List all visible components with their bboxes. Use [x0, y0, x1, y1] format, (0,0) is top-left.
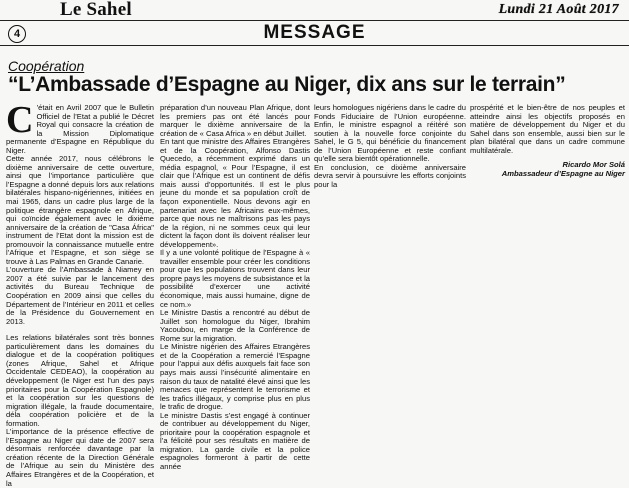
article-paragraph: leurs homologues nigériens dans le cadre du Fonds Fiduciaire de l’Union européenne. Enfin, le ministre espagnol a réitéré son soutien à la nouvelle force conjointe du Sahel, le G 5, qui bénéficie du financement de l’Union Européenne et reste confiant qu’elle sera bientôt opérationnelle.: [314, 103, 466, 164]
article-paragraph: C ’était en Avril 2007 que le Bulletin Officiel de l’Etat a publié le Décret Royal qui consacre la création de la Mission Diplomatique permanente d’Espagne en République du Niger.: [6, 99, 154, 155]
drop-cap: C: [6, 99, 34, 141]
article-paragraph: En tant que ministre des Affaires Etrangères et de la Coopération, Alfonso Dastis Quecedo, a récemment exprimé dans un média espagnol, « Pour l’Espagne, il est clair que l’Afrique est un continent de défis mais aussi d’opportunités. Il est le plus jeune du monde et sa population croît de façon exponentielle. Nous devons agir en partenariat avec les Africains eux-mêmes, parce que nous ne maîtrisons pas les pays de la région, ni ne sommes ceux qui leur dictent la façon dont ils doivent réaliser leur développement».: [160, 137, 310, 249]
article-paragraph: Les relations bilatérales sont très bonnes particulièrement dans les domaines du dialogue et de la coopération politiques (zones Afrique, Sahel et Afrique Occidentale CEDEAO), la coopération au développement (le Niger est l’un des pays prioritaires pour la Coopération Espagnole) et la coopération sur les questions de migration illégale, la fraude documentaire, déla coopération policière et de la formation.: [6, 333, 154, 428]
article-kicker: Coopération: [8, 58, 85, 74]
signature-name: Ricardo Mor Solá: [562, 160, 625, 170]
article-paragraph: L’importance de la présence effective de l’Espagne au Niger qui date de 2007 sera désormais renforcée davantage par la création récente de la Direction Générale de l’Afrique au sein du Ministère des Affaires Etrangères et de la Coopération, et la: [6, 427, 154, 488]
article-column-4: [470, 104, 625, 480]
article-paragraph: Il y a une volonté politique de l’Espagne à « travailler ensemble pour créer les conditions pour que les populations trouvent dans leur propre pays les moyens de subsistance et la possibilité d’exercer une activité économique, mais aussi humaine, digne de ce nom.»: [160, 248, 310, 309]
article-paragraph: L’ouverture de l’Ambassade à Niamey en 2007 a été suivie par le lancement des activités du Bureau Technique de Coopération en 2009 ainsi que celles du Département de l’Intérieur en 2011 et celles de la Présidence du Gouvernement en 2013.: [6, 265, 154, 326]
newspaper-name: Le Sahel: [60, 0, 132, 20]
article-column-1: [6, 99, 154, 488]
article-paragraph: Cette année 2017, nous célébrons le dixième anniversaire de cette ouverture, ainsi que l’importance particulière que l’Espagne a donné depuis lors aux relations bilatérales hispano-nigériennes, initiées en mai 1965, dans un cadre plus large de la politique étrangère espagnole en Afrique, qui coïncide également avec le dixième anniversaire de la création de "Casa África" instrument de l’Etat dont la mission est de promouvoir la connaissance mutuelle entre l’Afrique et l’Espagne, et son siège se trouve à Las Palmas en Grande Canarie.: [6, 154, 154, 266]
article-headline: “L’Ambassade d’Espagne au Niger, dix ans sur le terrain”: [8, 73, 566, 96]
article-column-3: [314, 104, 466, 480]
section-label: MESSAGE: [263, 22, 366, 43]
issue-date: Lundi 21 Août 2017: [498, 2, 619, 17]
masthead: [0, 0, 629, 20]
signature-title: Ambassadeur d’Espagne au Niger: [501, 168, 625, 178]
masthead-rule: [0, 20, 629, 21]
article-paragraph: prospérité et le bien-être de nos peuples et atteindre ainsi les objectifs proposés en matière de développement du Niger et du Sahel dans son ensemble, aussi bien sur le plan bilatéral que dans un cadre commune multilatérale.: [470, 103, 625, 155]
article-column-2: [160, 104, 310, 480]
article-paragraph: Le Ministre Dastis a rencontré au début de Juillet son homologue du Niger, Ibrahim Yacoubou, en marge de la Conférence de Rome sur la migration.: [160, 308, 310, 343]
article-paragraph: Le ministre Dastis s’est engagé à continuer de contribuer au développement du Niger, prioritaire pour la coopération espagnole et l’a félicité pour ses résultats en matière de migration. La garde civile et la police espagnoles formeront à partir de cette année: [160, 410, 310, 471]
article-body: [6, 99, 625, 488]
section-rule: [0, 45, 629, 46]
article-paragraph: En conclusion, ce dixième anniversaire devra servir à poursuivre les efforts conjoints pour la: [314, 162, 466, 189]
article-paragraph: préparation d’un nouveau Plan Afrique, dont les premiers pas ont été lancés pour marquer le dixième anniversaire de la création de « Casa Africa » en début Juillet.: [160, 103, 310, 138]
page-number-badge: 4: [8, 25, 26, 43]
article-paragraph: Le Ministre nigérien des Affaires Etrangères et de la Coopération a remercié l’Espagne pour l’appui aux défis auxquels fait face son pays mais aussi l’insécurité alimentaire en raison du taux de natalité élevé ainsi que les menaces que représentent le terrorisme et les trafics illégaux, y comprise plus en plus le trafic de drogue.: [160, 342, 310, 412]
